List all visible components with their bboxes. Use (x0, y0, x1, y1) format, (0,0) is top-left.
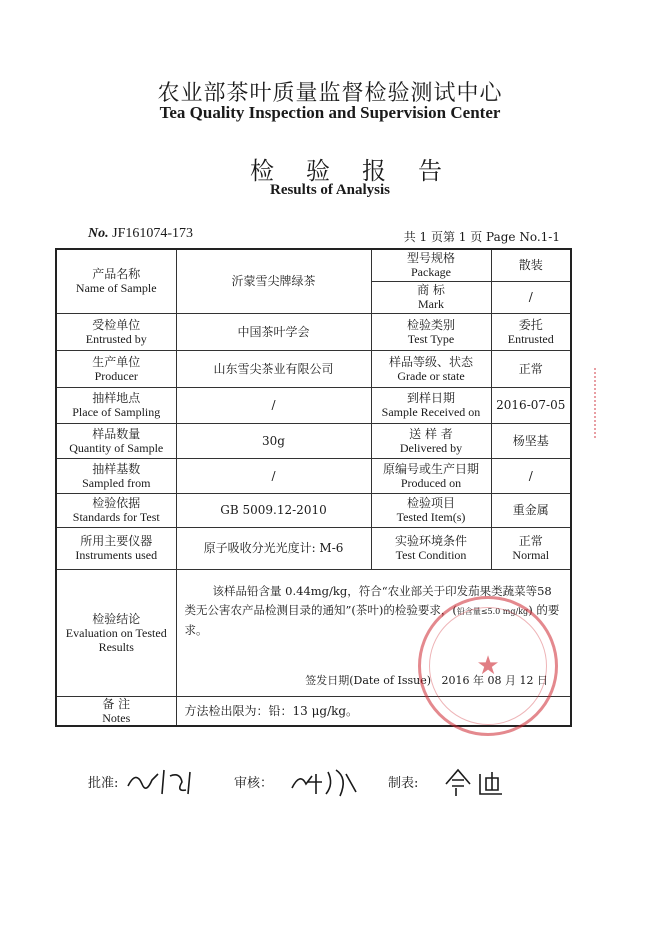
test-type-label: 检验类别 Test Type (371, 313, 491, 350)
tested-items-value: 重金属 (491, 493, 571, 527)
condition-label: 实验环境条件 Test Condition (371, 527, 491, 569)
place-sampling-label: 抽样地点 Place of Sampling (56, 387, 176, 423)
mark-value: / (491, 281, 571, 313)
table-row (56, 313, 571, 350)
instruments-label: 所用主要仪器 Instruments used (56, 527, 176, 569)
sampled-from-value: / (176, 458, 371, 493)
sample-received-value: 2016-07-05 (491, 387, 571, 423)
quantity-label: 样品数量 Quantity of Sample (56, 423, 176, 458)
producer-value: 山东雪尖茶业有限公司 (176, 350, 371, 387)
produced-on-value: / (491, 458, 571, 493)
org-title-cn: 农业部茶叶质量监督检验测试中心 (157, 81, 503, 106)
evaluation-label: 检验结论 Evaluation on Tested Results (56, 569, 176, 696)
table-row (56, 387, 571, 423)
delivered-by-label: 送 样 者 Delivered by (371, 423, 491, 458)
table-row (56, 249, 571, 281)
produced-on-label: 原编号或生产日期 Produced on (371, 458, 491, 493)
results-table (55, 248, 572, 727)
table-row (56, 458, 571, 493)
package-label: 型号规格 Package (371, 249, 491, 281)
entrusted-by-value: 中国茶叶学会 (176, 313, 371, 350)
sample-name-label: 产品名称 Name of Sample (56, 249, 176, 313)
report-title-en: Results of Analysis (269, 182, 391, 198)
table-row (56, 493, 571, 527)
perforation-stamp (594, 368, 612, 438)
issue-date: 签发日期(Date of Issue) 2016 年 08 月 12 日 (305, 673, 548, 687)
quantity-value: 30g (176, 423, 371, 458)
approve-label: 批准: (88, 776, 119, 791)
table-row (56, 423, 571, 458)
condition-value: 正常 Normal (491, 527, 571, 569)
preparer-signature (436, 764, 516, 800)
org-title-en: Tea Quality Inspection and Supervision Center (159, 103, 501, 122)
table-row (56, 569, 571, 696)
prepare-label: 制表: (388, 776, 419, 791)
approver-signature (124, 764, 204, 798)
grade-value: 正常 (491, 350, 571, 387)
sample-name-value: 沂蒙雪尖牌绿茶 (176, 249, 371, 313)
tested-items-label: 检验项目 Tested Item(s) (371, 493, 491, 527)
test-type-value: 委托 Entrusted (491, 313, 571, 350)
seal-star-icon: ★ (476, 651, 500, 681)
producer-label: 生产单位 Producer (56, 350, 176, 387)
delivered-by-value: 杨坚基 (491, 423, 571, 458)
report-number-label: No. (88, 226, 109, 241)
review-label: 审核： (234, 776, 274, 791)
sampled-from-label: 抽样基数 Sampled from (56, 458, 176, 493)
reviewer-signature (286, 764, 366, 800)
report-number-value: JF161074-173 (112, 226, 194, 241)
place-sampling-value: / (176, 387, 371, 423)
standards-label: 检验依据 Standards for Test (56, 493, 176, 527)
instruments-value: 原子吸收分光光度计: M-6 (176, 527, 371, 569)
table-row (56, 696, 571, 726)
package-value: 散装 (491, 249, 571, 281)
standards-value: GB 5009.12-2010 (176, 493, 371, 527)
signature-row (88, 764, 588, 804)
evaluation-value (176, 569, 571, 696)
notes-value: 方法检出限为：铅：13 μg/kg。 (176, 696, 571, 726)
table-row (56, 527, 571, 569)
notes-label: 备 注 Notes (56, 696, 176, 726)
page-info: 共 1 页第 1 页 Page No.1-1 (403, 230, 560, 244)
sample-received-label: 到样日期 Sample Received on (371, 387, 491, 423)
entrusted-by-label: 受检单位 Entrusted by (56, 313, 176, 350)
mark-label: 商 标 Mark (371, 281, 491, 313)
report-title-cn: 检验报告 (250, 157, 474, 185)
grade-label: 样品等级、状态 Grade or state (371, 350, 491, 387)
report-number (88, 226, 193, 242)
evaluation-text: 该样品铅含量 0.44mg/kg，符合“农业部关于印发茄果类蔬菜等58 类无公害农产品检测目录的通知”(茶叶)的检验要求，(铅含量≤5.0 mg/kg) 的要求。 (184, 583, 560, 637)
table-row (56, 350, 571, 387)
